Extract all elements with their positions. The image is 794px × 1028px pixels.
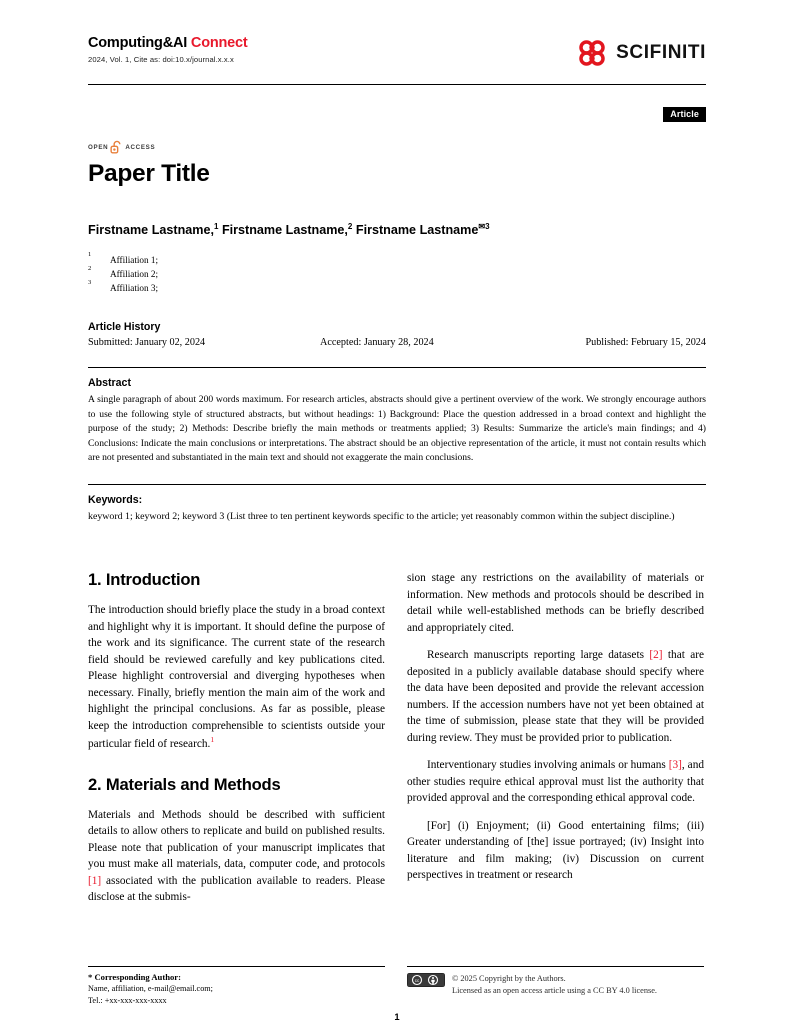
datasets-text-before-citation: Research manuscripts reporting large datasets (427, 649, 650, 662)
journal-title (88, 36, 248, 52)
affiliation-item (88, 281, 706, 295)
affiliation-number: 1 (88, 250, 92, 258)
footnote-marker: 1 (210, 735, 215, 745)
abstract-top-divider (88, 367, 706, 368)
affiliation-item (88, 264, 706, 281)
author-affiliation-marker: 3 (485, 222, 490, 232)
abstract-section (88, 377, 706, 465)
corresponding-author-phone: Tel.: +xx-xxx-xxx-xxxx (88, 995, 167, 1005)
article-history-heading: Article History (88, 321, 161, 334)
license-row (407, 971, 704, 997)
corresponding-author-heading: * Corresponding Author: (88, 972, 181, 983)
author-list (88, 222, 706, 239)
license-block (407, 966, 704, 1006)
abstract-text: A single paragraph of about 200 words maximum. For research articles, abstracts should give a pertinent overview of the work. We strongly encourage authors to use the following style of structured abstracts, but without headings: 1) Background: Place the question addressed in a broad context and highlight the purpose of the study; 2) Methods: Describe briefly the main methods or treatments applied; 3) Results: Summarize the article's main findings; and 4) Conclusions: Indicate the main conclusions or interpretations. The abstract should be an objective representation of the article, it must not contain results which are not presented and substantiated in the main text and should not exaggerate the main conclusions. (88, 394, 706, 464)
open-access-label-left: OPEN (88, 143, 109, 151)
author-name: Firstname Lastname (355, 223, 479, 238)
journal-title-accent: Connect (190, 35, 248, 51)
article-type-row (88, 107, 706, 122)
footer-divider-left (88, 966, 385, 967)
license-text-block (452, 973, 657, 997)
article-body (88, 570, 706, 922)
list-paragraph: [For] (i) Enjoyment; (ii) Good entertaining films; (iii) Greater understanding of [the] issue portrayed; (iv) Insight into literature and film making; (iv) Discussion on current perspectives in treatment or research (407, 819, 704, 882)
affiliation-number: 2 (88, 264, 92, 272)
article-history (88, 321, 706, 348)
open-access-badge (88, 140, 706, 154)
affiliation-item (88, 250, 706, 267)
svg-text:cc: cc (414, 978, 420, 984)
methods-text-before-citation: Materials and Methods should be described with sufficient details to allow others to replicate and build on published results. Please note that publication of your manuscript implicates that you must make all materials, data, computer code, and protocols (88, 808, 385, 871)
methods-paragraph (88, 807, 385, 906)
page-footer (88, 966, 706, 1006)
affiliation-list (88, 250, 706, 296)
publisher-name: SCIFINITI (616, 42, 706, 63)
ethics-text-before-citation: Interventionary studies involving animals or humans (427, 759, 669, 772)
methods-continuation-paragraph: sion stage any restrictions on the availability of materials or information. New methods and protocols should be described in detail while well-established methods can be briefly described and appropriately cited. (407, 572, 704, 634)
open-padlock-icon (110, 140, 123, 154)
ethics-paragraph (407, 757, 704, 806)
published-date: Published: February 15, 2024 (585, 337, 706, 349)
corresponding-author-block (88, 966, 385, 1006)
author-name: Firstname Lastname, (88, 223, 214, 238)
keywords-section (88, 494, 706, 524)
keywords-text: keyword 1; keyword 2; keyword 3 (List three to ten pertinent keywords specific to the article; yet reasonably common within the subject discipline.) (88, 511, 675, 523)
keywords-top-divider (88, 484, 706, 485)
corresponding-author-contact: Name, affiliation, e-mail@email.com; (88, 984, 213, 994)
datasets-text-after-citation: that are deposited in a publicly available database should specify where the data have been deposited and provide the relevant accession numbers. If the accession numbers have not yet been obtained at the time of submission, please state that they will be provided during review. They must be provided prior to publication. (407, 649, 705, 744)
author-affiliation-marker: 1 (213, 222, 219, 232)
citation-reference-1[interactable]: [1] (88, 874, 102, 887)
article-history-dates (88, 337, 706, 348)
citation-reference-3[interactable]: [3] (668, 759, 682, 772)
author-name: Firstname Lastname, (221, 223, 348, 238)
affiliation-number: 3 (88, 279, 92, 287)
journal-title-primary: Computing&AI (88, 35, 191, 51)
body-column-left (88, 570, 385, 922)
article-type-badge: Article (663, 107, 706, 122)
publisher-logo (576, 37, 706, 69)
open-access-label-right: ACCESS (125, 143, 156, 151)
citation-reference-2[interactable]: [2] (649, 649, 663, 662)
submitted-date: Submitted: January 02, 2024 (88, 337, 206, 349)
abstract-heading: Abstract (88, 377, 131, 390)
author-affiliation-marker: 2 (347, 222, 353, 232)
affiliation-text: Affiliation 3; (110, 283, 159, 294)
masthead (88, 36, 706, 80)
keywords-heading: Keywords: (88, 494, 143, 507)
journal-citation-line: 2024, Vol. 1, Cite as: doi:10.x/journal.x.x.x (88, 54, 234, 64)
scifiniti-mark-icon (576, 37, 608, 69)
methods-text-after-citation: associated with the publication available to readers. Please disclose at the submis- (88, 874, 385, 904)
masthead-divider (88, 84, 706, 85)
section-heading-methods: 2. Materials and Methods (88, 774, 281, 794)
affiliation-text: Affiliation 1; (110, 254, 159, 265)
body-column-right (407, 570, 704, 922)
page-title: Paper Title (88, 160, 210, 187)
introduction-paragraph (88, 602, 385, 752)
license-text: Licensed as an open access article using a CC BY 4.0 license. (452, 986, 657, 996)
introduction-paragraph-text: The introduction should briefly place the study in a broad context and highlight why it is important. It should define the purpose of the work and its significance. The current state of the research field should be reviewed carefully and key publications cited. Please highlight controversial and diverging hypotheses when necessary. Finally, briefly mention the main aim of the work and highlight the principal conclusions. As far as possible, please keep the introduction comprehensible to scientists outside your particular field of research. (88, 604, 385, 751)
affiliation-text: Affiliation 2; (110, 268, 159, 279)
creative-commons-by-icon (407, 973, 445, 987)
accepted-date: Accepted: January 28, 2024 (320, 337, 434, 349)
section-heading-introduction: 1. Introduction (88, 570, 201, 590)
page-number: 1 (394, 1011, 400, 1022)
journal-identity (88, 36, 248, 64)
datasets-paragraph (407, 647, 704, 746)
copyright-text: © 2025 Copyright by the Authors. (452, 974, 566, 984)
ethics-text-after-citation: , and other studies require ethical approval must list the authority that provided approval and the corresponding ethical approval code. (407, 759, 704, 805)
corresponding-author-envelope-icon: ✉ (478, 222, 486, 232)
footer-divider-right (407, 966, 704, 967)
